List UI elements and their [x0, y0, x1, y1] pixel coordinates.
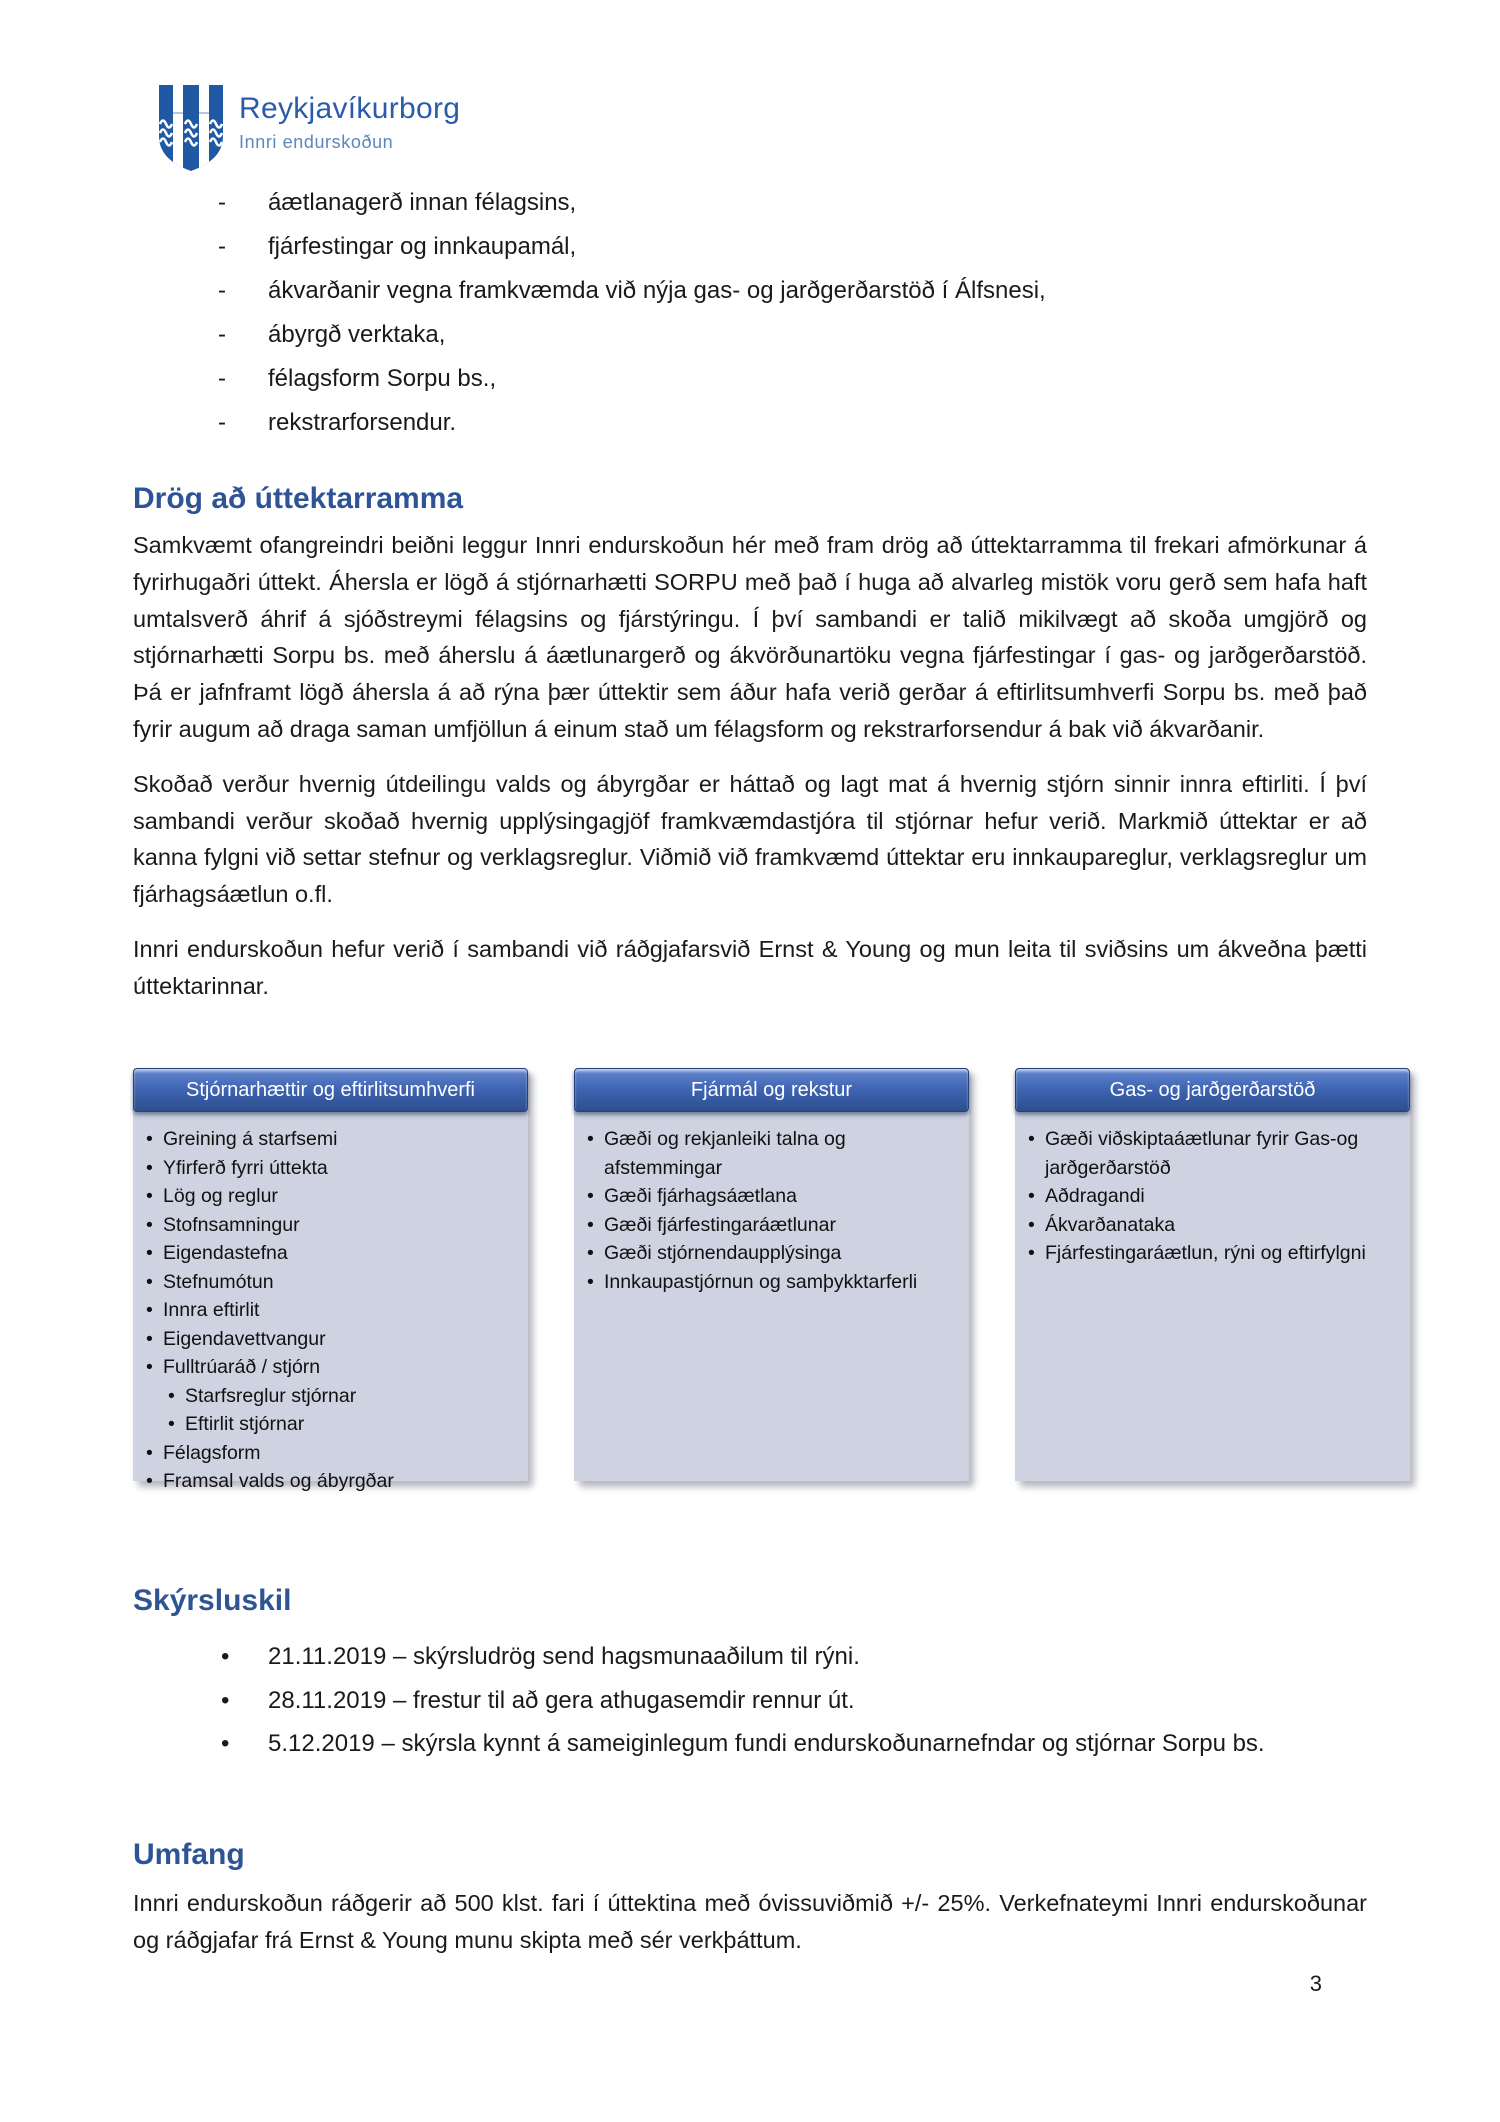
dash-icon: - — [218, 233, 226, 260]
reykjavik-logo — [158, 84, 460, 172]
list-item-text: Félagsform — [163, 1441, 261, 1464]
bullet-icon: • — [146, 1299, 153, 1321]
dash-icon: - — [218, 277, 226, 304]
bullet-icon: • — [168, 1413, 175, 1435]
list-item-text: Stofnsamningur — [163, 1213, 300, 1236]
bullet-icon: • — [146, 1128, 153, 1150]
list-item — [141, 1154, 518, 1183]
dash-icon: - — [218, 409, 226, 436]
section-heading: Drög að úttektarramma — [133, 482, 464, 515]
bullet-icon: • — [146, 1213, 153, 1236]
list-item — [133, 225, 1367, 269]
list-item-sub — [141, 1410, 518, 1439]
list-item-text: Eftirlit stjórnar — [185, 1413, 305, 1435]
list-item — [141, 1239, 518, 1268]
list-item-text: ákvarðanir vegna framkvæmda við nýja gas- og jarðgerðarstöð í Álfsnesi, — [268, 277, 1046, 304]
box-title: Stjórnarhættir og eftirlitsumhverfi — [133, 1068, 528, 1112]
list-item-text: fjárfestingar og innkaupamál, — [268, 233, 577, 260]
list-item-text: Fjárfestingaráætlun, rýni og eftirfylgni — [1045, 1242, 1366, 1264]
list-item — [141, 1211, 518, 1240]
list-item-text: rekstrarforsendur. — [268, 409, 457, 436]
box-title: Gas- og jarðgerðarstöð — [1015, 1068, 1410, 1112]
list-item — [133, 401, 1367, 445]
section-schedule — [133, 1583, 1367, 1766]
bullet-icon: • — [168, 1384, 175, 1407]
list-item — [582, 1268, 959, 1297]
list-item-text: Greining á starfsemi — [163, 1128, 338, 1150]
box-title: Fjármál og rekstur — [574, 1068, 969, 1112]
box-governance — [133, 1068, 528, 1492]
box-gas-plant — [1015, 1068, 1410, 1481]
list-item-text: Innra eftirlit — [163, 1299, 260, 1321]
paragraph: Skoðað verður hvernig útdeilingu valds og ábyrgðar er háttað og lagt mat á hvernig stjórn sinnir innra eftirliti. Í því sambandi verður skoðað hvernig upplýsingagjöf framkvæmdastjóra til stjórnar hefur verið. Markmið úttektar er að kanna fylgni við settar stefnur og verklagsreglur. Viðmið við framkvæmd úttektar eru innkaupareglur, verklagsreglur um fjárhagsáætlun o.fl. — [133, 770, 1367, 908]
bullet-icon: • — [1028, 1242, 1035, 1264]
bullet-icon: • — [221, 1730, 230, 1757]
list-item — [1023, 1239, 1400, 1268]
list-item — [582, 1125, 959, 1182]
list-item-text: Eigendastefna — [163, 1242, 288, 1264]
paragraph: Samkvæmt ofangreindri beiðni leggur Innri endurskoðun hér með fram drög að úttektarramma til frekari afmörkunar á fyrirhugaðri úttekt. Áhersla er lögð á stjórnarhætti SORPU með það í huga að alvarleg mistök voru gerð sem hafa haft umtalsverð áhrif á sjóðstreymi félagsins og fjárstýringu. Í því sambandi er talið mikilvægt að skoða umgjörð og stjórnarhætti Sorpu bs. með áherslu á áætlunargerð og ákvörðunartöku vegna fjárfestingar í gas- og jarðgerðarstöð. Þá er jafnframt lögð áhersla á að rýna þær úttektir sem áður hafa verið gerðar á eftirlitsumhverfi Sorpu bs. með það fyrir augum að draga saman umfjöllun á einum stað um félagsform og rekstrarforsendur á bak við ákvarðanir. — [133, 532, 1367, 742]
list-item-text: Ákvarðanataka — [1045, 1213, 1176, 1236]
box-list — [141, 1125, 518, 1496]
section-scope — [133, 1837, 1367, 1959]
box-list — [582, 1125, 959, 1296]
list-item — [141, 1325, 518, 1354]
list-item — [582, 1211, 959, 1240]
list-item — [1023, 1211, 1400, 1240]
list-item-text: Starfsreglur stjórnar — [185, 1384, 357, 1407]
logo-subtitle: Innri endurskoðun — [239, 132, 394, 152]
list-item-text: áætlanagerð innan félagsins, — [268, 189, 577, 216]
list-item-text: Gæði fjárfestingaráætlunar — [604, 1213, 836, 1236]
list-item-text: Gæði stjórnendaupplýsinga — [604, 1242, 842, 1264]
list-item — [133, 313, 1367, 357]
section-heading: Umfang — [133, 1838, 245, 1871]
list-item — [141, 1296, 518, 1325]
list-item-text: Gæði og rekjanleiki talna og afstemmingar — [604, 1128, 846, 1179]
section-heading: Skýrsluskil — [133, 1584, 292, 1617]
box-list — [1023, 1125, 1400, 1268]
dash-icon: - — [218, 365, 226, 392]
list-item — [133, 1679, 1367, 1723]
bullet-icon: • — [1028, 1185, 1035, 1207]
coat-of-arms-shield-icon — [158, 84, 224, 172]
bullet-icon: • — [146, 1156, 153, 1179]
list-item-text: Innkaupastjórnun og samþykktarferli — [604, 1270, 918, 1293]
bullet-icon: • — [587, 1213, 594, 1236]
list-item-text: Fulltrúaráð / stjórn — [163, 1356, 321, 1378]
bullet-icon: • — [587, 1185, 594, 1207]
bullet-icon: • — [146, 1327, 153, 1350]
list-item-text: 28.11.2019 – frestur til að gera athugasemdir rennur út. — [268, 1686, 855, 1714]
list-item — [133, 1722, 1367, 1766]
list-item — [1023, 1125, 1400, 1182]
bullet-icon: • — [1028, 1128, 1035, 1150]
list-item — [133, 181, 1367, 225]
page-number: 3 — [1309, 1971, 1322, 1996]
audit-scope-boxes — [133, 1068, 1410, 1492]
bullet-icon: • — [146, 1242, 153, 1264]
list-item — [133, 269, 1367, 313]
list-item-text: Gæði viðskiptaáætlunar fyrir Gas-og jarðgerðarstöð — [1045, 1128, 1359, 1179]
bullet-icon: • — [146, 1270, 153, 1293]
list-item — [1023, 1182, 1400, 1211]
paragraph: Innri endurskoðun hefur verið í sambandi við ráðgjafarsvið Ernst & Young og mun leita til sviðsins um ákveðna þætti úttektarinnar. — [133, 935, 1367, 999]
bullet-icon: • — [146, 1356, 153, 1378]
schedule-list — [133, 1635, 1367, 1766]
list-item-text: Aðdragandi — [1045, 1185, 1145, 1207]
list-item — [141, 1353, 518, 1382]
list-item — [141, 1182, 518, 1211]
list-item — [582, 1239, 959, 1268]
list-item-text: Stefnumótun — [163, 1270, 274, 1293]
dash-icon: - — [218, 189, 226, 216]
bullet-icon: • — [146, 1470, 153, 1492]
bullet-icon: • — [146, 1441, 153, 1464]
list-item-text: ábyrgð verktaka, — [268, 321, 446, 348]
list-item-text: Lög og reglur — [163, 1185, 278, 1207]
list-item-sub — [141, 1382, 518, 1411]
list-item — [141, 1439, 518, 1468]
list-item-text: 5.12.2019 – skýrsla kynnt á sameiginlegum fundi endurskoðunarnefndar og stjórnar Sorpu bs. — [268, 1730, 1265, 1757]
list-item-text: Framsal valds og ábyrgðar — [163, 1470, 394, 1492]
list-item-text: Eigendavettvangur — [163, 1327, 326, 1350]
list-item — [133, 357, 1367, 401]
bullet-icon: • — [587, 1242, 594, 1264]
box-body — [1015, 1109, 1410, 1481]
bullet-icon: • — [146, 1185, 153, 1207]
dash-icon: - — [218, 321, 226, 348]
list-item-text: 21.11.2019 – skýrsludrög send hagsmunaaðilum til rýni. — [268, 1643, 860, 1670]
box-body — [133, 1109, 528, 1492]
box-body — [574, 1109, 969, 1481]
list-item-text: Yfirferð fyrri úttekta — [163, 1156, 328, 1179]
list-item — [141, 1125, 518, 1154]
list-item — [141, 1467, 518, 1496]
box-finance — [574, 1068, 969, 1481]
list-item-text: Gæði fjárhagsáætlana — [604, 1185, 797, 1207]
bullet-icon: • — [1028, 1213, 1035, 1236]
bullet-icon: • — [587, 1128, 594, 1150]
section-draft — [133, 481, 1367, 1005]
intro-dash-list — [133, 181, 1367, 445]
list-item — [141, 1268, 518, 1297]
list-item-text: félagsform Sorpu bs., — [268, 365, 497, 392]
bullet-icon: • — [221, 1643, 230, 1670]
logo-title: Reykjavíkurborg — [239, 92, 461, 125]
list-item — [582, 1182, 959, 1211]
bullet-icon: • — [587, 1270, 594, 1293]
paragraph: Innri endurskoðun ráðgerir að 500 klst. fari í úttektina með óvissuviðmið +/- 25%. Verkefnateymi Innri endurskoðunar og ráðgjafar frá Ernst & Young munu skipta með sér verkþáttum. — [133, 1890, 1367, 1953]
bullet-icon: • — [221, 1686, 230, 1714]
list-item — [133, 1635, 1367, 1679]
